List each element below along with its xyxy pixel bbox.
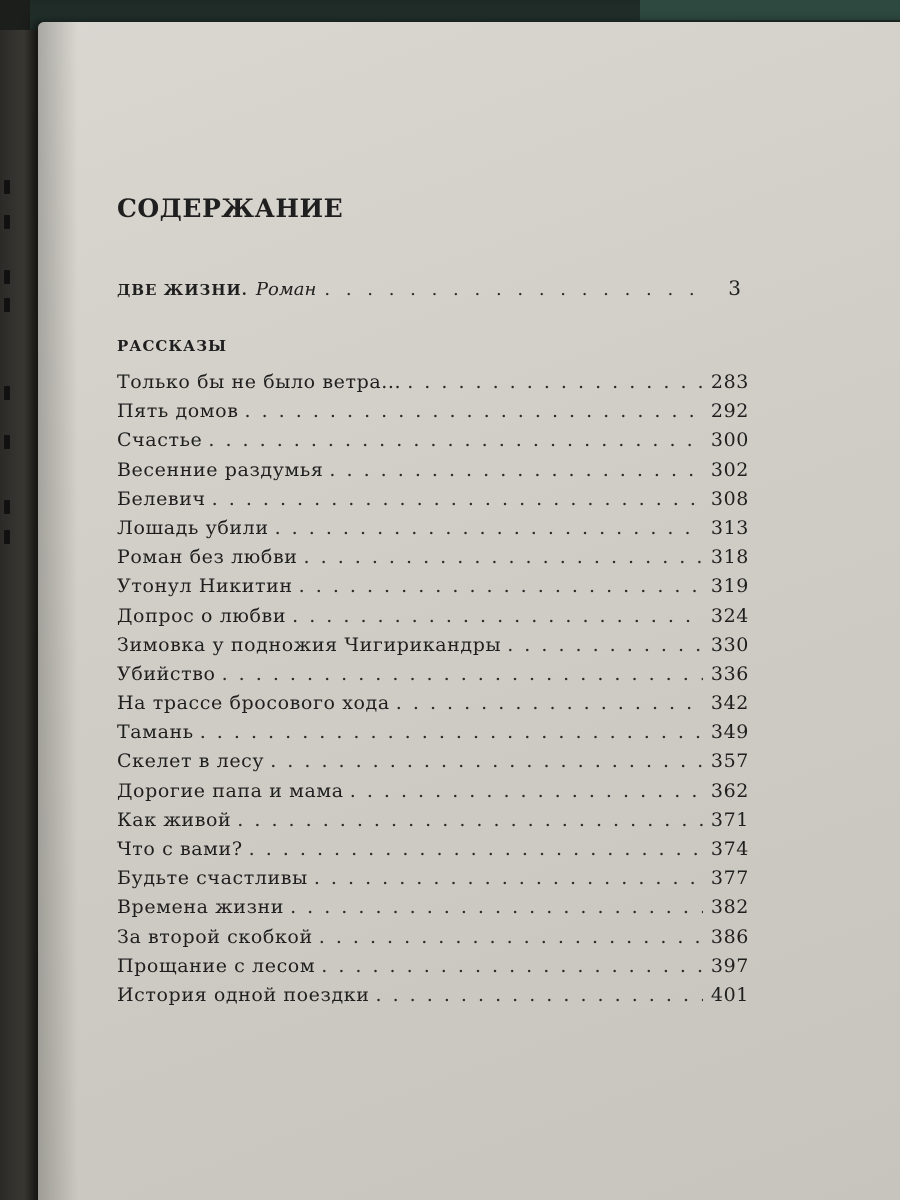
text-fragment <box>4 500 10 514</box>
toc-entry <box>117 459 749 488</box>
dot-leader <box>231 809 703 831</box>
dot-leader <box>202 429 703 451</box>
toc-entry <box>117 663 749 692</box>
entry-title: История одной поездки <box>117 983 370 1006</box>
dot-leader <box>206 488 703 510</box>
entry-title: Роман без любви <box>117 546 298 569</box>
entry-title: Что с вами? <box>117 838 243 860</box>
dot-leader <box>313 926 703 948</box>
entry-title: Лошадь убили <box>117 516 269 539</box>
entry-title: За второй скобкой <box>117 925 313 948</box>
dot-leader <box>243 838 703 860</box>
toc-entry <box>117 517 749 546</box>
entry-title: На трассе бросового хода <box>117 692 390 715</box>
dot-leader <box>286 605 703 627</box>
entry-page: 349 <box>710 721 749 744</box>
dot-leader <box>308 867 703 889</box>
entry-title: Тамань <box>117 721 194 744</box>
dot-leader <box>194 721 703 743</box>
dot-leader <box>293 575 703 597</box>
dot-leader <box>501 634 703 656</box>
entry-page: 362 <box>710 779 749 802</box>
toc-entry <box>117 605 749 634</box>
entry-page: 308 <box>710 487 749 510</box>
entry-title: Как живой <box>117 808 232 831</box>
entry-page: 336 <box>710 662 749 685</box>
toc-entry <box>117 926 749 955</box>
underlying-page-edge <box>0 30 40 1200</box>
entry-page: 397 <box>710 954 749 977</box>
toc-entry <box>117 867 749 896</box>
toc-entry <box>117 750 749 779</box>
novel-page-number: 3 <box>728 276 741 300</box>
entry-page: 342 <box>710 692 749 715</box>
text-fragment <box>4 386 10 400</box>
entry-title: Пять домов <box>117 400 239 423</box>
dot-leader <box>269 517 703 539</box>
text-fragment <box>4 180 10 194</box>
toc-entry <box>117 400 749 429</box>
entry-title: Допрос о любви <box>117 604 287 627</box>
entry-page: 318 <box>710 546 749 569</box>
entry-page: 357 <box>710 750 749 773</box>
dot-leader <box>390 692 703 714</box>
entry-page: 401 <box>710 983 749 1006</box>
toc-entry <box>117 809 749 838</box>
novel-title: ДВЕ ЖИЗНИ. <box>117 281 248 299</box>
entry-page: 292 <box>710 400 749 423</box>
entry-title: Времена жизни <box>117 896 285 919</box>
toc-entry <box>117 955 749 984</box>
text-fragment <box>4 435 10 449</box>
dot-leader <box>401 371 703 393</box>
section-heading: РАССКАЗЫ <box>117 337 228 355</box>
dot-leader <box>323 459 703 481</box>
entry-page: 330 <box>710 633 749 656</box>
entry-title: Будьте счастливы <box>117 867 308 890</box>
dot-leader <box>344 780 703 802</box>
entry-title: Убийство <box>117 662 216 685</box>
entry-title: Скелет в лесу <box>117 750 265 773</box>
entry-title: Только бы не было ветра... <box>117 371 402 393</box>
dot-leader <box>316 279 711 300</box>
entry-title: Зимовка у подножия Чигирикандры <box>117 633 502 656</box>
dot-leader <box>370 984 703 1006</box>
entry-page: 386 <box>710 925 749 948</box>
entry-page: 313 <box>710 516 749 539</box>
novel-genre: Роман <box>255 279 317 300</box>
entry-title: Дорогие папа и мама <box>117 779 344 802</box>
dot-leader <box>284 896 703 918</box>
entry-page: 377 <box>710 867 749 890</box>
entry-page: 371 <box>710 808 749 831</box>
text-fragment <box>4 298 10 312</box>
text-fragment <box>4 530 10 544</box>
entry-title: Утонул Никитин <box>117 575 293 598</box>
entry-page: 382 <box>710 896 749 919</box>
toc-entry <box>117 429 749 458</box>
novel-entry <box>117 276 741 306</box>
toc-entry <box>117 984 749 1013</box>
entry-title: Счастье <box>117 429 203 452</box>
entry-title: Прощание с лесом <box>117 954 316 977</box>
entry-page: 302 <box>710 458 749 481</box>
toc-entry <box>117 721 749 750</box>
page-title: СОДЕРЖАНИЕ <box>117 194 344 223</box>
entry-page: 324 <box>710 604 749 627</box>
toc-entry <box>117 634 749 663</box>
entry-title: Весенние раздумья <box>117 458 324 481</box>
entry-page: 300 <box>710 429 749 452</box>
dot-leader <box>216 663 703 685</box>
toc-entry <box>117 546 749 575</box>
toc-entry <box>117 692 749 721</box>
entry-title: Белевич <box>117 487 206 510</box>
toc-entry <box>117 371 749 400</box>
toc-entry <box>117 896 749 925</box>
toc-entry <box>117 575 749 604</box>
entry-page: 374 <box>710 838 749 860</box>
toc-entry <box>117 838 749 867</box>
text-fragment <box>4 270 10 284</box>
dot-leader <box>315 955 703 977</box>
toc-entry <box>117 488 749 517</box>
dot-leader <box>239 400 703 422</box>
dot-leader <box>264 750 703 772</box>
dot-leader <box>298 546 703 568</box>
entry-page: 283 <box>710 371 749 393</box>
toc-entry <box>117 780 749 809</box>
text-fragment <box>4 215 10 229</box>
stories-list <box>117 371 749 1013</box>
entry-page: 319 <box>710 575 749 598</box>
